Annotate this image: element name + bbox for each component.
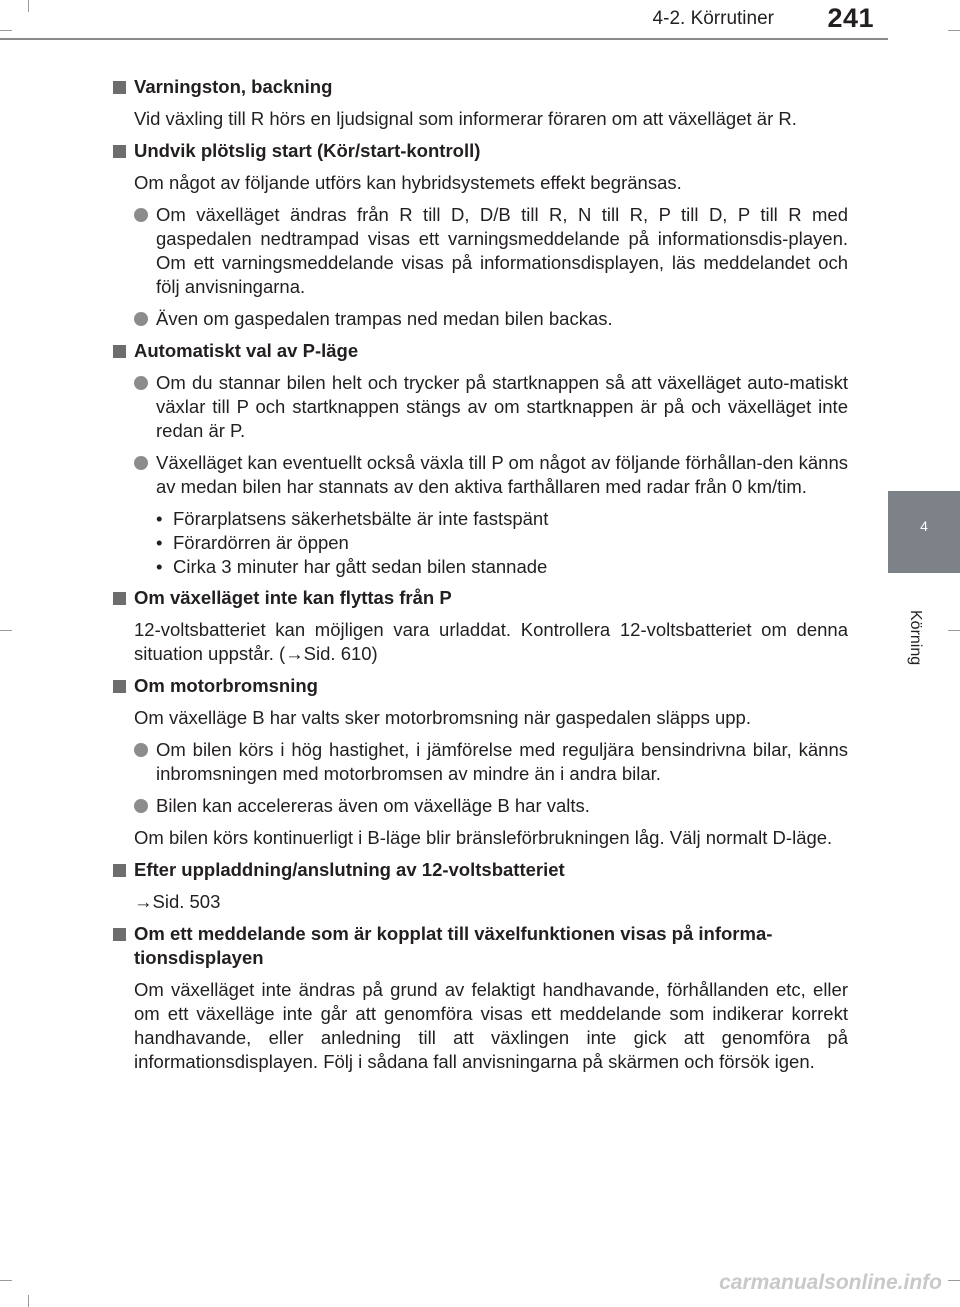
square-bullet-icon (113, 928, 126, 941)
square-bullet-icon (113, 81, 126, 94)
square-bullet-icon (113, 592, 126, 605)
list-item: Även om gaspedalen trampas ned medan bilen backas. (113, 307, 848, 331)
square-bullet-icon (113, 680, 126, 693)
section-heading: Om växelläget inte kan flyttas från P (113, 586, 848, 610)
sub-list-item: • Förarplatsens säkerhetsbälte är inte fastspänt (156, 508, 549, 529)
circle-bullet-icon (134, 743, 148, 757)
chapter-title: Körning (907, 610, 924, 666)
crop-mark (28, 0, 29, 12)
page-content (113, 75, 848, 1082)
section-heading: Automatiskt val av P-läge (113, 339, 848, 363)
paragraph: Om bilen körs kontinuerligt i B-läge blir bränsleförbrukningen låg. Välj normalt D-läge. (134, 827, 833, 848)
paragraph: Om växelläget inte ändras på grund av felaktigt handhavande, förhållanden etc, eller om ett växelläge inte går att genomföra visas ett meddelande som indikerar korrekt handhavande, eller anledning till att växlingen inte gick att genomföra på informationsdisplayen. Följ i sådana fall anvisningarna på skärmen och försök igen. (134, 979, 848, 1072)
list-item: Om du stannar bilen helt och trycker på startknappen så att växelläget auto-matiskt växlar till P och startknappen stängs av om startknappen är på och växelläget inte redan är P. (113, 371, 848, 443)
section-heading: Om ett meddelande som är kopplat till växelfunktionen visas på informa-tionsdisplayen (113, 922, 848, 970)
circle-bullet-icon (134, 376, 148, 390)
crop-mark (948, 1280, 960, 1281)
section-heading: Undvik plötslig start (Kör/start-kontroll) (113, 139, 848, 163)
sub-list-item: • Förardörren är öppen (156, 532, 349, 553)
paragraph: Om något av följande utförs kan hybridsystemets effekt begränsas. (134, 172, 682, 193)
paragraph: 12-voltsbatteriet kan möjligen vara urladdat. Kontrollera 12-voltsbatteriet om denna situation uppstår. (→Sid. 610) (134, 619, 848, 664)
section-heading: Varningston, backning (113, 75, 848, 99)
chapter-label (900, 610, 930, 670)
chapter-tab (888, 491, 960, 573)
page-reference: →Sid. 503 (134, 891, 221, 912)
crop-mark (948, 630, 960, 631)
crop-mark (948, 30, 960, 31)
crop-mark (0, 30, 12, 31)
watermark: carmanualsonline.info (719, 1271, 942, 1294)
crop-mark (0, 630, 12, 631)
paragraph: Om växelläge B har valts sker motorbromsning när gaspedalen släpps upp. (134, 707, 751, 728)
dot-bullet-icon: • (156, 556, 163, 577)
circle-bullet-icon (134, 799, 148, 813)
square-bullet-icon (113, 864, 126, 877)
section-title: 4-2. Körrutiner (652, 8, 774, 29)
crop-mark (28, 1295, 29, 1307)
circle-bullet-icon (134, 208, 148, 222)
dot-bullet-icon: • (156, 532, 163, 553)
list-item: Om växelläget ändras från R till D, D/B till R, N till R, P till D, P till R med gaspedalen nedtrampad visas ett varningsmeddelande på informationsdis-playen. Om ett varningsmeddelande visas på informationsdisplayen, läs meddelandet och följ anvisningarna. (113, 203, 848, 299)
section-heading: Om motorbromsning (113, 674, 848, 698)
list-item: Bilen kan accelereras även om växelläge B har valts. (113, 794, 848, 818)
sub-list-item: • Cirka 3 minuter har gått sedan bilen stannade (156, 556, 548, 577)
circle-bullet-icon (134, 456, 148, 470)
dot-bullet-icon: • (156, 508, 163, 529)
header-divider (0, 38, 888, 40)
page-number: 241 (827, 3, 874, 33)
square-bullet-icon (113, 345, 126, 358)
list-item: Växelläget kan eventuellt också växla till P om något av följande förhållan-den känns av medan bilen har stannats av den aktiva farthållaren med radar från 0 km/tim. (113, 451, 848, 499)
crop-mark (0, 1280, 12, 1281)
chapter-number: 4 (920, 518, 928, 534)
section-heading: Efter uppladdning/anslutning av 12-voltsbatteriet (113, 858, 848, 882)
square-bullet-icon (113, 145, 126, 158)
paragraph: Vid växling till R hörs en ljudsignal som informerar föraren om att växelläget är R. (134, 108, 797, 129)
list-item: Om bilen körs i hög hastighet, i jämförelse med reguljära bensindrivna bilar, känns inbromsningen med motorbromsen av mindre än i andra bilar. (113, 738, 848, 786)
circle-bullet-icon (134, 312, 148, 326)
